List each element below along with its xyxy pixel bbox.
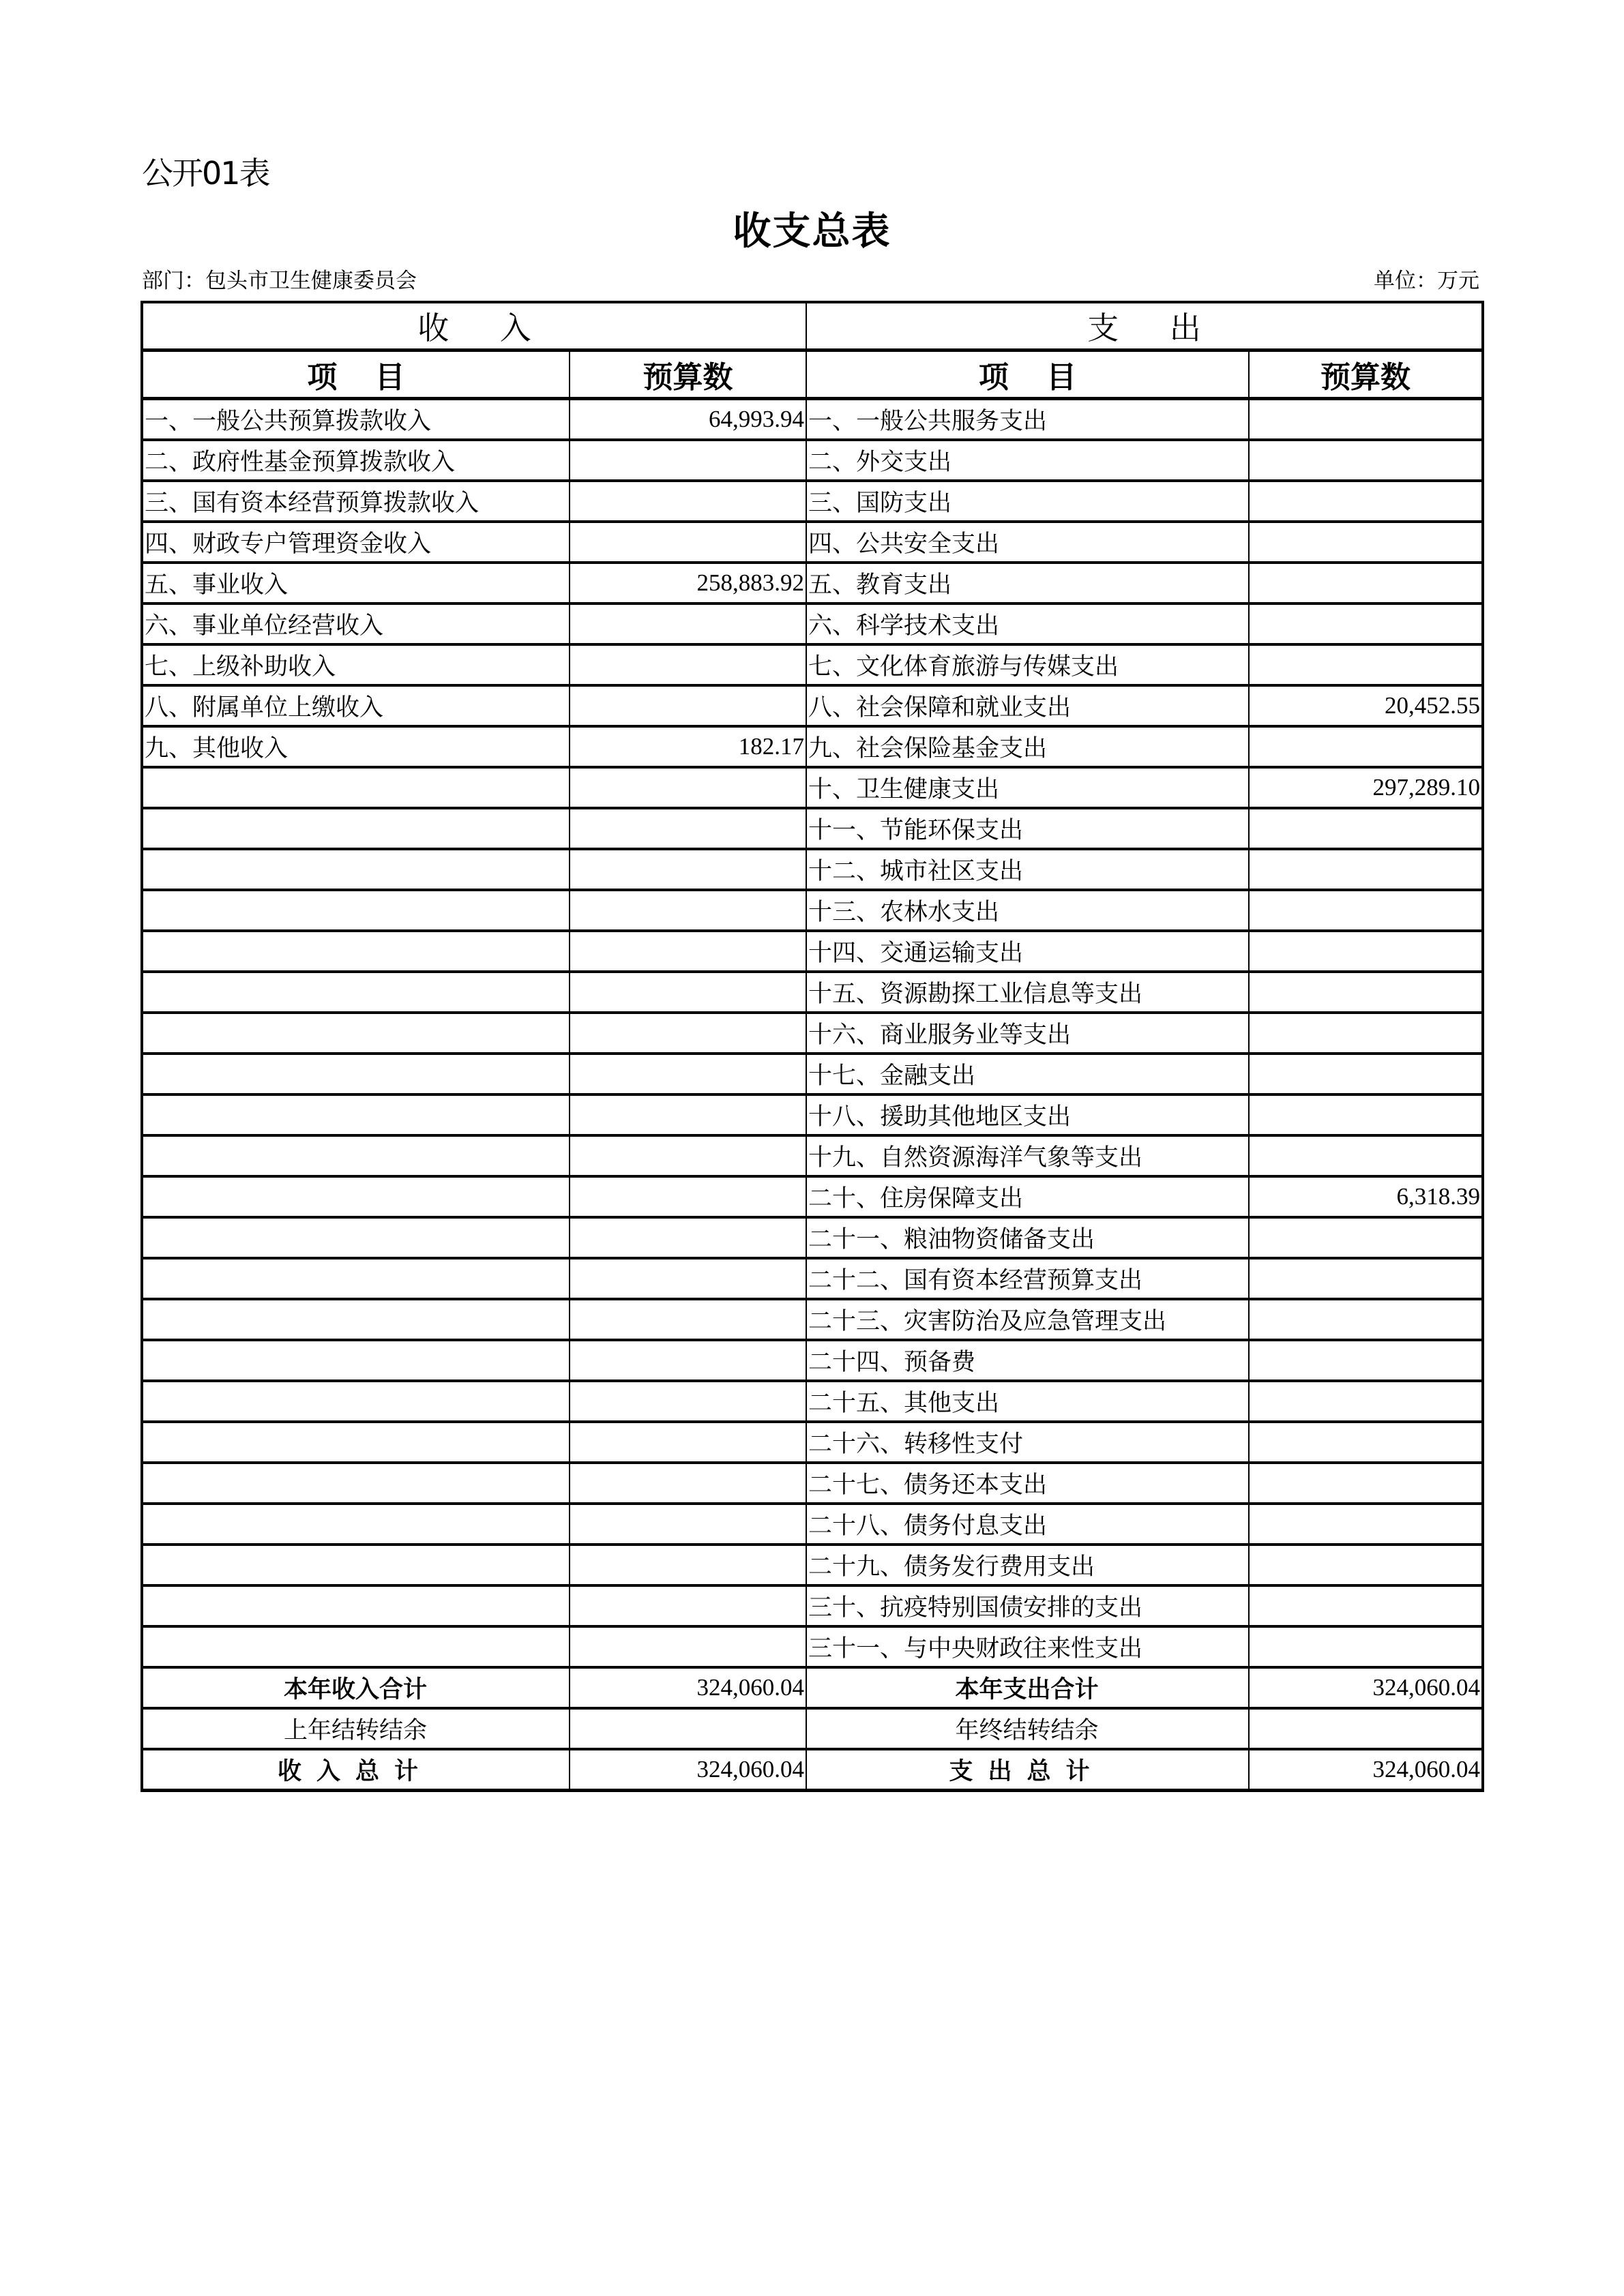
table-row <box>142 972 1483 1013</box>
expense-item-cell: 二十三、灾害防治及应急管理支出 <box>806 1299 1249 1340</box>
expense-label-cell: 年终结转结余 <box>806 1708 1249 1749</box>
income-value-cell <box>570 1626 806 1667</box>
table-row <box>142 1626 1483 1667</box>
table-row <box>142 1585 1483 1626</box>
table-row <box>142 808 1483 849</box>
income-value-cell: 182.17 <box>570 726 806 767</box>
table-row <box>142 685 1483 726</box>
income-item-cell <box>142 1054 570 1094</box>
table-row <box>142 767 1483 808</box>
income-item-cell <box>142 1299 570 1340</box>
expense-value-cell: 297,289.10 <box>1249 767 1483 808</box>
expense-value-cell <box>1249 1094 1483 1135</box>
income-item-cell <box>142 1545 570 1585</box>
expense-value-cell <box>1249 481 1483 522</box>
table-row <box>142 890 1483 931</box>
table-row <box>142 1217 1483 1258</box>
income-value-cell <box>570 603 806 644</box>
table-row <box>142 1381 1483 1422</box>
expense-item-cell: 二十二、国有资本经营预算支出 <box>806 1258 1249 1299</box>
expense-value-cell <box>1249 1054 1483 1094</box>
income-label-cell: 上年结转结余 <box>142 1708 570 1749</box>
expense-item-cell: 三、国防支出 <box>806 481 1249 522</box>
income-item-cell <box>142 1340 570 1381</box>
expense-value-cell <box>1249 1504 1483 1545</box>
expense-value-cell <box>1249 440 1483 481</box>
income-value-cell: 258,883.92 <box>570 563 806 603</box>
income-value-cell <box>570 808 806 849</box>
income-item-cell: 六、事业单位经营收入 <box>142 603 570 644</box>
expense-value-cell <box>1249 726 1483 767</box>
income-value-cell <box>570 1094 806 1135</box>
income-value-cell <box>570 1340 806 1381</box>
income-item-cell <box>142 1626 570 1667</box>
income-value-cell <box>570 481 806 522</box>
expense-value-cell <box>1249 1217 1483 1258</box>
income-item-cell: 七、上级补助收入 <box>142 644 570 685</box>
table-row <box>142 603 1483 644</box>
expense-item-cell: 十一、节能环保支出 <box>806 808 1249 849</box>
table-row <box>142 1176 1483 1217</box>
table-row <box>142 1422 1483 1463</box>
expense-item-cell: 四、公共安全支出 <box>806 522 1249 563</box>
expense-value-cell <box>1249 890 1483 931</box>
expense-value-cell <box>1249 1545 1483 1585</box>
expense-value-cell <box>1249 1422 1483 1463</box>
income-label-cell: 收入总计 <box>142 1749 570 1791</box>
income-value-cell <box>570 1176 806 1217</box>
income-value-cell <box>570 440 806 481</box>
table-row <box>142 1340 1483 1381</box>
expense-item-cell: 七、文化体育旅游与传媒支出 <box>806 644 1249 685</box>
expense-value-cell <box>1249 1135 1483 1176</box>
expense-label-cell: 支出总计 <box>806 1749 1249 1791</box>
expense-item-cell: 二十一、粮油物资储备支出 <box>806 1217 1249 1258</box>
income-value-cell <box>570 1504 806 1545</box>
income-value-cell <box>570 1258 806 1299</box>
expense-item-cell: 十、卫生健康支出 <box>806 767 1249 808</box>
expense-budget-col-header: 预算数 <box>1249 351 1483 399</box>
expense-item-cell: 十四、交通运输支出 <box>806 931 1249 972</box>
expense-item-cell: 六、科学技术支出 <box>806 603 1249 644</box>
income-value-cell <box>570 685 806 726</box>
expense-value-cell <box>1249 849 1483 890</box>
table-row <box>142 1545 1483 1585</box>
expense-value-cell <box>1249 1381 1483 1422</box>
expense-label-cell: 本年支出合计 <box>806 1667 1249 1708</box>
expense-item-cell: 十五、资源勘探工业信息等支出 <box>806 972 1249 1013</box>
income-item-cell <box>142 1258 570 1299</box>
income-item-cell <box>142 1381 570 1422</box>
section-header-row <box>142 302 1483 351</box>
table-row <box>142 440 1483 481</box>
expense-item-cell: 二、外交支出 <box>806 440 1249 481</box>
table-row <box>142 726 1483 767</box>
expense-item-cell: 五、教育支出 <box>806 563 1249 603</box>
department-label: 部门：包头市卫生健康委员会 <box>142 269 417 293</box>
table-row <box>142 1054 1483 1094</box>
expense-value-cell <box>1249 603 1483 644</box>
expense-item-cell: 十七、金融支出 <box>806 1054 1249 1094</box>
income-item-cell <box>142 931 570 972</box>
income-value-cell <box>570 1013 806 1054</box>
expense-value-cell <box>1249 1626 1483 1667</box>
table-row <box>142 1135 1483 1176</box>
income-value-cell <box>570 522 806 563</box>
income-item-col-header: 项 目 <box>142 351 570 399</box>
expense-item-cell: 三十一、与中央财政往来性支出 <box>806 1626 1249 1667</box>
income-item-cell <box>142 1135 570 1176</box>
income-item-cell <box>142 890 570 931</box>
table-row <box>142 931 1483 972</box>
income-value-cell <box>570 1463 806 1504</box>
income-value-cell <box>570 1381 806 1422</box>
income-value-cell <box>570 1545 806 1585</box>
income-item-cell <box>142 1217 570 1258</box>
expense-value-cell: 20,452.55 <box>1249 685 1483 726</box>
income-value-cell: 324,060.04 <box>570 1749 806 1791</box>
income-value-cell <box>570 931 806 972</box>
table-row <box>142 522 1483 563</box>
expense-value-cell <box>1249 1013 1483 1054</box>
income-value-cell <box>570 1708 806 1749</box>
income-item-cell <box>142 1176 570 1217</box>
expense-item-cell: 十三、农林水支出 <box>806 890 1249 931</box>
income-item-cell <box>142 1013 570 1054</box>
expense-item-cell: 八、社会保障和就业支出 <box>806 685 1249 726</box>
grand-total-row <box>142 1749 1483 1791</box>
table-row <box>142 1258 1483 1299</box>
expense-item-cell: 二十五、其他支出 <box>806 1381 1249 1422</box>
table-row <box>142 563 1483 603</box>
income-value-cell <box>570 849 806 890</box>
income-value-cell: 324,060.04 <box>570 1667 806 1708</box>
unit-label: 单位：万元 <box>1374 269 1479 293</box>
expense-item-col-header: 项 目 <box>806 351 1249 399</box>
expense-section-header: 支 出 <box>806 302 1483 351</box>
income-value-cell: 64,993.94 <box>570 399 806 441</box>
expense-item-cell: 十九、自然资源海洋气象等支出 <box>806 1135 1249 1176</box>
income-value-cell <box>570 1135 806 1176</box>
income-item-cell <box>142 1094 570 1135</box>
income-item-cell <box>142 808 570 849</box>
expense-item-cell: 二十、住房保障支出 <box>806 1176 1249 1217</box>
budget-summary-table <box>141 301 1484 1792</box>
expense-value-cell <box>1249 1463 1483 1504</box>
expense-value-cell <box>1249 644 1483 685</box>
expense-item-cell: 三十、抗疫特别国债安排的支出 <box>806 1585 1249 1626</box>
income-value-cell <box>570 1299 806 1340</box>
expense-value-cell: 324,060.04 <box>1249 1667 1483 1708</box>
income-item-cell: 一、一般公共预算拨款收入 <box>142 399 570 441</box>
expense-value-cell <box>1249 399 1483 441</box>
income-item-cell: 四、财政专户管理资金收入 <box>142 522 570 563</box>
income-item-cell: 八、附属单位上缴收入 <box>142 685 570 726</box>
expense-value-cell <box>1249 1340 1483 1381</box>
column-header-row <box>142 351 1483 399</box>
expense-value-cell <box>1249 1299 1483 1340</box>
expense-value-cell <box>1249 1708 1483 1749</box>
expense-item-cell: 一、一般公共服务支出 <box>806 399 1249 441</box>
income-item-cell <box>142 849 570 890</box>
expense-item-cell: 二十六、转移性支付 <box>806 1422 1249 1463</box>
expense-item-cell: 十八、援助其他地区支出 <box>806 1094 1249 1135</box>
income-value-cell <box>570 1422 806 1463</box>
income-item-cell: 三、国有资本经营预算拨款收入 <box>142 481 570 522</box>
expense-value-cell <box>1249 931 1483 972</box>
expense-item-cell: 二十八、债务付息支出 <box>806 1504 1249 1545</box>
table-row <box>142 399 1483 441</box>
income-section-header: 收 入 <box>142 302 806 351</box>
income-item-cell <box>142 1422 570 1463</box>
expense-item-cell: 十二、城市社区支出 <box>806 849 1249 890</box>
table-row <box>142 1504 1483 1545</box>
table-row <box>142 1094 1483 1135</box>
table-row <box>142 1013 1483 1054</box>
income-budget-col-header: 预算数 <box>570 351 806 399</box>
expense-value-cell <box>1249 808 1483 849</box>
income-item-cell: 九、其他收入 <box>142 726 570 767</box>
income-value-cell <box>570 1217 806 1258</box>
expense-item-cell: 二十七、债务还本支出 <box>806 1463 1249 1504</box>
expense-value-cell: 6,318.39 <box>1249 1176 1483 1217</box>
income-item-cell <box>142 1585 570 1626</box>
income-value-cell <box>570 890 806 931</box>
expense-value-cell <box>1249 522 1483 563</box>
carryover-row <box>142 1708 1483 1749</box>
expense-item-cell: 二十四、预备费 <box>806 1340 1249 1381</box>
expense-value-cell <box>1249 563 1483 603</box>
income-label-cell: 本年收入合计 <box>142 1667 570 1708</box>
table-row <box>142 1299 1483 1340</box>
income-item-cell <box>142 1463 570 1504</box>
table-row <box>142 644 1483 685</box>
expense-value-cell: 324,060.04 <box>1249 1749 1483 1791</box>
income-item-cell <box>142 972 570 1013</box>
expense-value-cell <box>1249 1258 1483 1299</box>
year-total-row <box>142 1667 1483 1708</box>
income-value-cell <box>570 644 806 685</box>
income-value-cell <box>570 767 806 808</box>
form-code: 公开01表 <box>142 155 269 192</box>
income-value-cell <box>570 972 806 1013</box>
income-item-cell <box>142 1504 570 1545</box>
income-item-cell <box>142 767 570 808</box>
table-row <box>142 1463 1483 1504</box>
expense-item-cell: 九、社会保险基金支出 <box>806 726 1249 767</box>
table-row <box>142 849 1483 890</box>
page-title: 收支总表 <box>733 209 891 254</box>
expense-value-cell <box>1249 1585 1483 1626</box>
expense-item-cell: 二十九、债务发行费用支出 <box>806 1545 1249 1585</box>
income-value-cell <box>570 1585 806 1626</box>
income-item-cell: 二、政府性基金预算拨款收入 <box>142 440 570 481</box>
expense-value-cell <box>1249 972 1483 1013</box>
income-value-cell <box>570 1054 806 1094</box>
table-row <box>142 481 1483 522</box>
expense-item-cell: 十六、商业服务业等支出 <box>806 1013 1249 1054</box>
income-item-cell: 五、事业收入 <box>142 563 570 603</box>
